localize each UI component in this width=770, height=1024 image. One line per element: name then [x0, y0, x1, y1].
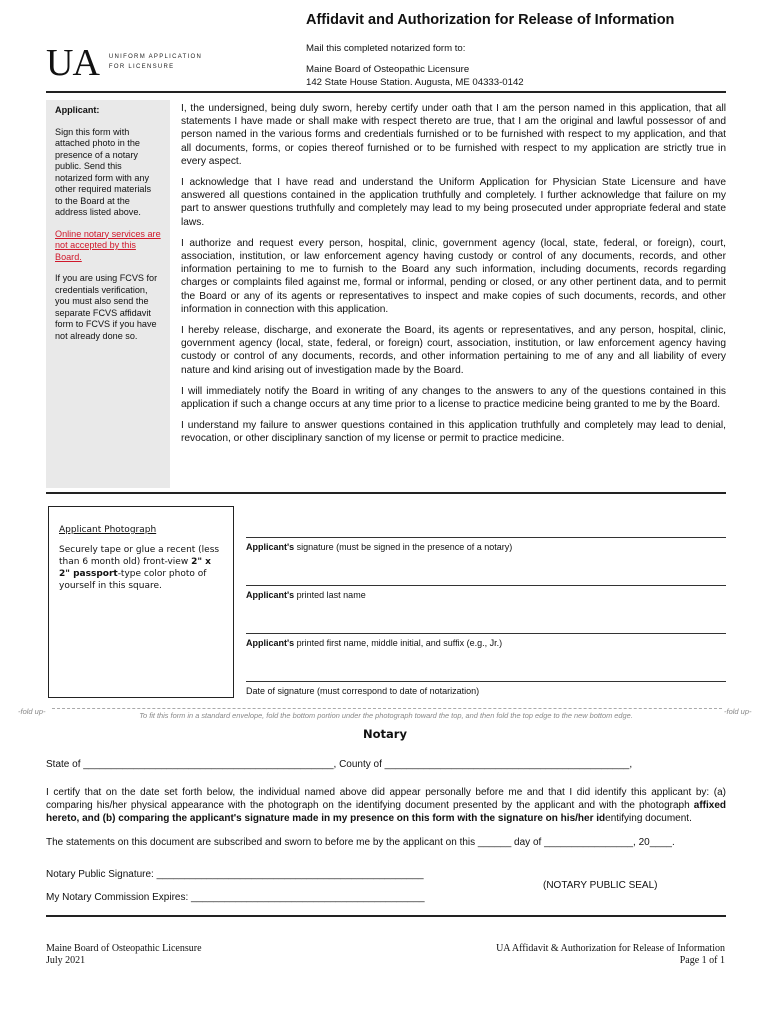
- footer-form-name: UA Affidavit & Authorization for Release of Information: [496, 943, 725, 954]
- footer-left: [46, 943, 202, 967]
- last-name-line[interactable]: [246, 585, 726, 586]
- photo-size: 2" x 2" passport: [59, 557, 211, 579]
- mail-organization: Maine Board of Osteopathic Licensure: [306, 64, 470, 75]
- section-rule: [46, 492, 726, 494]
- signature-line[interactable]: [246, 537, 726, 538]
- fold-line: [52, 708, 722, 709]
- affidavit-paragraph: I hereby release, discharge, and exonerate the Board, its agents or representatives, and any person, hospital, clinic, government agency (local, state, federal, or foreign) court, association, institution, or law enforcement agency having custody or control of any documents, records, and other information pertaining to me of any and all liability of every nature and kind arising out of investigation made by the Board.: [181, 325, 726, 376]
- last-name-field[interactable]: [246, 585, 726, 600]
- mail-address: 142 State House Station. Augusta, ME 04333-0142: [306, 77, 524, 88]
- affidavit-paragraph: I authorize and request every person, hospital, clinic, government agency (local, state, federal, or foreign), court, association, institution, or law enforcement agency having custody or control of any documents, records, and other information pertaining to me to furnish to the Board any such information, including documents, records regarding charges or complaints filed against me, formal or informal, pending or closed, or any other pertinent data, and to permit the Board or any of its agents or representatives to inspect and make copies of such documents, records, and other information in connection with this application.: [181, 237, 726, 315]
- mailing-instructions: [306, 42, 524, 89]
- logo-mark: UA: [46, 42, 99, 84]
- logo-line-2: FOR LICENSURE: [108, 64, 175, 70]
- affidavit-body: [181, 102, 726, 454]
- document-title: Affidavit and Authorization for Release of Information: [306, 12, 675, 28]
- ua-logo: [46, 42, 203, 84]
- notary-certification: I certify that on the date set forth below, the individual named above did appear personally before me and that I did identify this applicant by: (a) comparing his/her physical appearance with the photograph on the identifying document presented by the applicant and with the photograph affixed hereto, and (b) comparing the applicant's signature made in my presence on this form with the signature on his/her identifying document.: [46, 787, 726, 824]
- first-name-line[interactable]: [246, 633, 726, 634]
- last-name-caption: Applicant's printed last name: [246, 590, 366, 600]
- footer-rule: [46, 915, 726, 917]
- sworn-date-line[interactable]: The statements on this document are subscribed and sworn to before me by the applicant on this ______ day of ________________, 20____.: [46, 837, 675, 848]
- notary-heading: Notary: [363, 727, 407, 741]
- notary-signature-line[interactable]: Notary Public Signature: ________________________________________________: [46, 869, 424, 880]
- state-county-line[interactable]: State of _____________________________________________, County of ____________________________________________,: [46, 759, 633, 770]
- footer-right: [496, 943, 725, 967]
- logo-line-1: UNIFORM APPLICATION: [108, 54, 203, 60]
- date-line[interactable]: [246, 681, 726, 682]
- sidebar-instructions: Sign this form with attached photo in the presence of a notary public. Send this notarized form with any other required materials to the Board at the address listed above.: [55, 126, 152, 217]
- applicant-sidebar: [46, 100, 170, 488]
- fold-marker-left: -fold up-: [18, 707, 46, 716]
- fold-marker-right: -fold up-: [724, 707, 752, 716]
- footer-page-number: Page 1 of 1: [679, 955, 725, 966]
- footer-date: July 2021: [46, 955, 86, 966]
- commission-expires-line[interactable]: My Notary Commission Expires: __________________________________________: [46, 892, 425, 903]
- date-caption: Date of signature (must correspond to date of notarization): [246, 686, 480, 696]
- sidebar-heading: Applicant:: [55, 105, 100, 115]
- affidavit-paragraph: I, the undersigned, being duly sworn, hereby certify under oath that I am the person named in this application, that all statements I have made or shall make with respect thereto are true, that I am the original and lawful possessor of and person named in the various forms and credentials furnished or to be furnished with respect to my application, and that all documents, forms, or copies thereof furnished or to be furnished with respect to my application are strictly true in every aspect.: [181, 103, 726, 167]
- fcvs-note: If you are using FCVS for credentials verification, you must also send the separate FCVS affidavit form to FCVS if you have not already done so.: [55, 273, 158, 341]
- date-field[interactable]: [246, 681, 726, 696]
- mail-label: Mail this completed notarized form to:: [306, 43, 466, 54]
- affidavit-paragraph: I will immediately notify the Board in writing of any changes to the answers to any of the questions contained in this application if such a change occurs at any time prior to a license to practice medicine being granted to me by the Board.: [181, 385, 726, 411]
- first-name-caption: Applicant's printed first name, middle initial, and suffix (e.g., Jr.): [246, 638, 503, 648]
- signature-field[interactable]: [246, 537, 726, 552]
- online-notary-notice: Online notary services are not accepted by this Board.: [55, 228, 161, 262]
- affidavit-paragraph: I acknowledge that I have read and understand the Uniform Application for Physician State Licensure and have answered all questions contained in the application truthfully and completely. I further acknowledge that failure on my part to answer questions truthfully and completely may lead to my being prosecuted under appropriate federal and state laws.: [181, 177, 726, 228]
- header-rule: [46, 91, 726, 93]
- photo-box[interactable]: [48, 506, 234, 698]
- affidavit-paragraph: I understand my failure to answer questions contained in this application truthfully and completely may lead to denial, revocation, or other disciplinary sanction of my license or permit to practice medicine.: [181, 420, 726, 445]
- photo-heading: Applicant Photograph: [59, 525, 157, 535]
- signature-caption: Applicant's signature (must be signed in the presence of a notary): [246, 542, 513, 552]
- fold-instruction: To fit this form in a standard envelope, fold the bottom portion under the photograph toward the top, and then fold the top edge to the new bottom edge.: [139, 711, 633, 720]
- footer-organization: Maine Board of Osteopathic Licensure: [46, 943, 202, 954]
- notary-seal-label: (NOTARY PUBLIC SEAL): [543, 880, 658, 891]
- photo-instructions: Securely tape or glue a recent (less than 6 month old) front-view 2" x 2" passport-type color photo of yourself in this square.: [59, 545, 220, 591]
- first-name-field[interactable]: [246, 633, 726, 648]
